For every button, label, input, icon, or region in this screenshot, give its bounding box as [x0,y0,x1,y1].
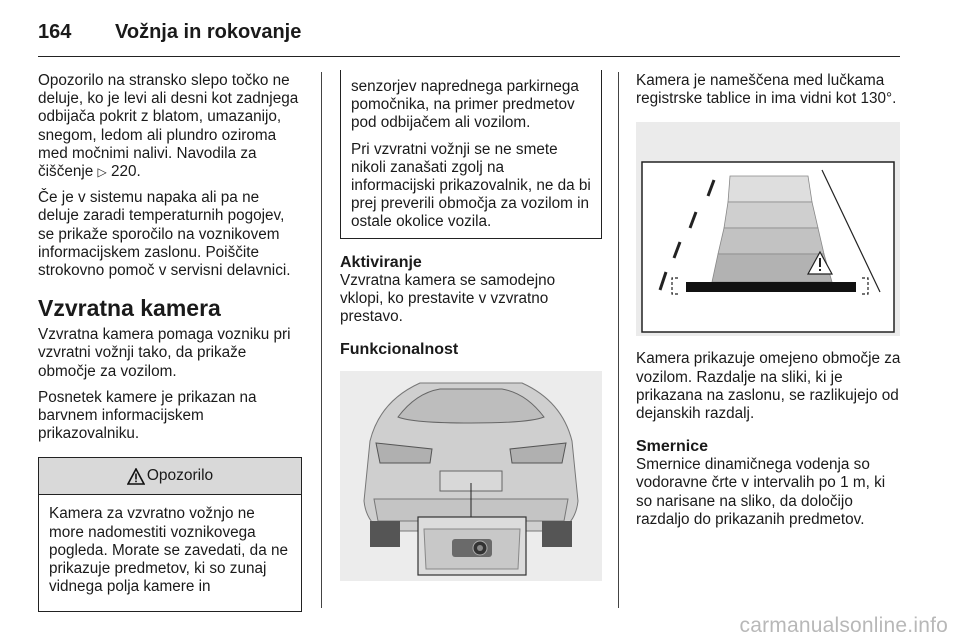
section-heading: Vzvratna kamera [38,295,221,322]
paragraph: Če je v sistemu napaka ali pa ne deluje zaradi temperaturnih pogojev, se prikaže sporočilo na voznikovem informacijskem zaslonu. Poiščite strokovno pomoč v servisni delavnici. [38,189,291,280]
warning-triangle-icon [127,468,145,485]
warning-body [39,495,301,611]
watermark: carmanualsonline.info [739,614,948,637]
warning-text: senzorjev naprednega parkirnega pomočnika, na primer predmetov pod odbijačem ali vozilom. [351,78,579,132]
column-left [38,72,304,612]
page-ref-link[interactable]: 220. [111,163,141,181]
paragraph: Posnetek kamere je prikazan na barvnem informacijskem prikazovalniku. [38,388,257,443]
warning-box [38,457,302,612]
paragraph: Kamera je nameščena med lučkama registrske tablice in ima vidni kot 130°. [636,72,897,108]
subheading-function: Funkcionalnost [340,341,459,359]
paragraph: Kamera prikazuje omejeno območje za vozilom. Razdalje na sliki, ki je prikazana na zaslonu, se razlikujejo od dejanskih razdalj. [636,350,901,423]
column-right [636,72,902,537]
camera-display-illustration [636,122,900,336]
warning-text: Kamera za vzvratno vožnjo ne more nadomestiti voznikovega pogleda. Morate se zavedati, da ne prikazuje predmetov, ki so zunaj vidnega polja kamere in [49,505,288,596]
paragraph: Smernice dinamičnega vodenja so vodoravne črte v intervalih po 1 m, ki so narisane na sliko, da določijo razdaljo do prikazanih predmetov. [636,456,886,528]
page-number: 164 [38,21,72,43]
warning-text: Pri vzvratni vožnji se ne smete nikoli zanašati zgolj na informacijski prikazovalnik, ne da bi prej preverili območja za vozilom in ostale okolice vozila. [351,140,591,231]
page-header [38,18,900,57]
column-divider [321,72,322,608]
paragraph: Opozorilo na stransko slepo točko ne deluje, ko je levi ali desni kot zadnjega odbijača pokrit z blatom, umazanijo, snegom, ledom ali plundro oziroma med močnimi nalivi. Navodila za čiščenje ▷ 220. [38,72,299,181]
subheading-activation: Aktiviranje [340,253,422,271]
car-rear-camera-image [340,371,602,581]
warning-header [39,458,301,495]
paragraph: Vzvratna kamera se samodejno vklopi, ko prestavite v vzvratno prestavo. [340,271,556,326]
page-ref-icon: ▷ [97,165,107,180]
column-middle [340,72,602,581]
page-title: Vožnja in rokovanje [115,21,302,43]
warning-box-continued [340,70,602,239]
car-rear-illustration [340,371,602,581]
subheading-guidelines: Smernice [636,438,709,456]
warning-title: Opozorilo [146,467,214,485]
camera-guidelines-image [636,122,900,336]
paragraph: Vzvratna kamera pomaga vozniku pri vzvratni vožnji tako, da prikaže območje za vozilom. [38,326,291,380]
column-divider [618,72,619,608]
